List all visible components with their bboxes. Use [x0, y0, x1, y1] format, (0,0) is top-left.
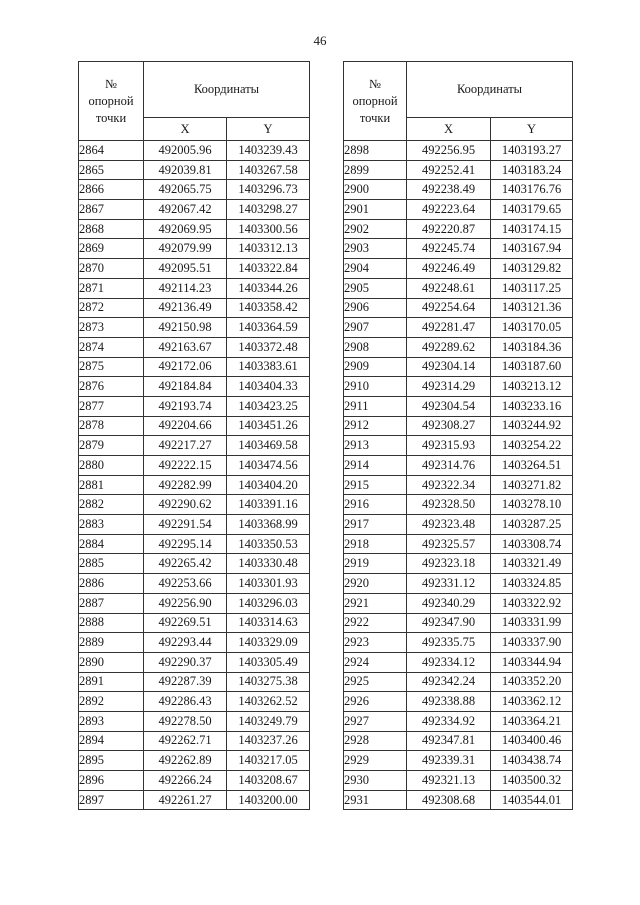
point-number-cell: 2899	[344, 160, 407, 180]
table-row	[79, 692, 310, 712]
coordinates-table-left	[78, 61, 310, 810]
table-row	[344, 790, 573, 810]
x-coordinate-cell: 492262.89	[144, 751, 227, 771]
point-number-cell: 2927	[344, 711, 407, 731]
y-coordinate-cell: 1403298.27	[227, 200, 310, 220]
x-coordinate-cell: 492248.61	[407, 278, 491, 298]
point-number-cell: 2907	[344, 318, 407, 338]
table-row	[344, 613, 573, 633]
coordinates-table-right	[343, 61, 573, 810]
y-coordinate-cell: 1403350.53	[227, 534, 310, 554]
y-coordinate-cell: 1403187.60	[491, 357, 573, 377]
y-coordinate-cell: 1403179.65	[491, 200, 573, 220]
table-row	[344, 652, 573, 672]
table-row	[79, 436, 310, 456]
y-coordinate-cell: 1403296.73	[227, 180, 310, 200]
point-number-cell: 2872	[79, 298, 144, 318]
y-coordinate-cell: 1403372.48	[227, 337, 310, 357]
table-row	[79, 771, 310, 791]
x-coordinate-cell: 492067.42	[144, 200, 227, 220]
x-coordinate-cell: 492342.24	[407, 672, 491, 692]
y-column-header: Y	[491, 118, 573, 141]
x-coordinate-cell: 492335.75	[407, 633, 491, 653]
y-coordinate-cell: 1403117.25	[491, 278, 573, 298]
y-coordinate-cell: 1403213.12	[491, 377, 573, 397]
point-number-cell: 2913	[344, 436, 407, 456]
y-coordinate-cell: 1403183.24	[491, 160, 573, 180]
point-number-cell: 2879	[79, 436, 144, 456]
x-coordinate-cell: 492039.81	[144, 160, 227, 180]
point-number-cell: 2931	[344, 790, 407, 810]
x-coordinate-cell: 492256.90	[144, 593, 227, 613]
point-number-cell: 2902	[344, 219, 407, 239]
table-row	[79, 259, 310, 279]
table-row	[344, 771, 573, 791]
x-coordinate-cell: 492136.49	[144, 298, 227, 318]
point-number-header	[344, 62, 407, 141]
x-coordinate-cell: 492289.62	[407, 337, 491, 357]
y-coordinate-cell: 1403344.94	[491, 652, 573, 672]
x-coordinate-cell: 492222.15	[144, 456, 227, 476]
table-row	[79, 239, 310, 259]
table-row	[344, 593, 573, 613]
y-coordinate-cell: 1403193.27	[491, 141, 573, 161]
y-coordinate-cell: 1403275.38	[227, 672, 310, 692]
table-row	[344, 357, 573, 377]
table-row	[79, 377, 310, 397]
y-coordinate-cell: 1403170.05	[491, 318, 573, 338]
y-coordinate-cell: 1403244.92	[491, 416, 573, 436]
table-row	[79, 160, 310, 180]
y-coordinate-cell: 1403404.33	[227, 377, 310, 397]
x-column-header: X	[144, 118, 227, 141]
y-coordinate-cell: 1403404.20	[227, 475, 310, 495]
point-number-cell: 2915	[344, 475, 407, 495]
point-number-cell: 2867	[79, 200, 144, 220]
point-number-cell: 2892	[79, 692, 144, 712]
number-sign: №	[369, 76, 381, 91]
x-coordinate-cell: 492323.18	[407, 554, 491, 574]
x-coordinate-cell: 492315.93	[407, 436, 491, 456]
x-coordinate-cell: 492262.71	[144, 731, 227, 751]
point-number-cell: 2896	[79, 771, 144, 791]
point-number-cell: 2911	[344, 396, 407, 416]
point-number-cell: 2880	[79, 456, 144, 476]
x-coordinate-cell: 492281.47	[407, 318, 491, 338]
table-row	[79, 456, 310, 476]
x-coordinate-cell: 492282.99	[144, 475, 227, 495]
point-number-cell: 2895	[79, 751, 144, 771]
table-row	[344, 475, 573, 495]
y-coordinate-cell: 1403469.58	[227, 436, 310, 456]
point-number-cell: 2904	[344, 259, 407, 279]
y-coordinate-cell: 1403500.32	[491, 771, 573, 791]
point-number-cell: 2929	[344, 751, 407, 771]
y-coordinate-cell: 1403438.74	[491, 751, 573, 771]
table-row	[79, 652, 310, 672]
table-row	[344, 298, 573, 318]
point-number-cell: 2878	[79, 416, 144, 436]
point-number-cell: 2883	[79, 515, 144, 535]
point-number-cell: 2903	[344, 239, 407, 259]
y-column-header: Y	[227, 118, 310, 141]
point-number-cell: 2865	[79, 160, 144, 180]
point-number-cell: 2901	[344, 200, 407, 220]
table-row	[344, 396, 573, 416]
x-coordinate-cell: 492347.90	[407, 613, 491, 633]
x-coordinate-cell: 492254.64	[407, 298, 491, 318]
y-coordinate-cell: 1403254.22	[491, 436, 573, 456]
table-row	[79, 318, 310, 338]
y-coordinate-cell: 1403217.05	[227, 751, 310, 771]
x-coordinate-cell: 492223.64	[407, 200, 491, 220]
x-coordinate-cell: 492334.12	[407, 652, 491, 672]
x-coordinate-cell: 492323.48	[407, 515, 491, 535]
x-coordinate-cell: 492238.49	[407, 180, 491, 200]
right-table-body	[344, 141, 573, 810]
x-coordinate-cell: 492114.23	[144, 278, 227, 298]
x-coordinate-cell: 492334.92	[407, 711, 491, 731]
table-row	[79, 751, 310, 771]
x-coordinate-cell: 492278.50	[144, 711, 227, 731]
point-number-cell: 2882	[79, 495, 144, 515]
y-coordinate-cell: 1403474.56	[227, 456, 310, 476]
y-coordinate-cell: 1403174.15	[491, 219, 573, 239]
x-coordinate-cell: 492287.39	[144, 672, 227, 692]
x-coordinate-cell: 492286.43	[144, 692, 227, 712]
x-coordinate-cell: 492290.37	[144, 652, 227, 672]
point-number-cell: 2916	[344, 495, 407, 515]
y-coordinate-cell: 1403167.94	[491, 239, 573, 259]
table-row	[79, 141, 310, 161]
point-number-cell: 2928	[344, 731, 407, 751]
table-row	[344, 278, 573, 298]
y-coordinate-cell: 1403200.00	[227, 790, 310, 810]
table-row	[344, 751, 573, 771]
y-coordinate-cell: 1403362.12	[491, 692, 573, 712]
table-row	[79, 731, 310, 751]
point-number-cell: 2866	[79, 180, 144, 200]
table-row	[344, 377, 573, 397]
y-coordinate-cell: 1403312.13	[227, 239, 310, 259]
y-coordinate-cell: 1403322.92	[491, 593, 573, 613]
table-row	[79, 593, 310, 613]
table-row	[344, 633, 573, 653]
point-number-header-line2: опорной	[352, 93, 398, 108]
table-row	[344, 574, 573, 594]
y-coordinate-cell: 1403296.03	[227, 593, 310, 613]
table-row	[344, 239, 573, 259]
point-number-cell: 2889	[79, 633, 144, 653]
y-coordinate-cell: 1403544.01	[491, 790, 573, 810]
point-number-cell: 2870	[79, 259, 144, 279]
point-number-header-line3: точки	[359, 110, 391, 125]
table-row	[79, 337, 310, 357]
x-coordinate-cell: 492339.31	[407, 751, 491, 771]
y-coordinate-cell: 1403301.93	[227, 574, 310, 594]
table-row	[79, 790, 310, 810]
point-number-cell: 2921	[344, 593, 407, 613]
point-number-cell: 2909	[344, 357, 407, 377]
x-coordinate-cell: 492325.57	[407, 534, 491, 554]
table-row	[79, 298, 310, 318]
page-number: 46	[313, 33, 327, 48]
y-coordinate-cell: 1403324.85	[491, 574, 573, 594]
point-number-cell: 2874	[79, 337, 144, 357]
y-coordinate-cell: 1403129.82	[491, 259, 573, 279]
point-number-cell: 2888	[79, 613, 144, 633]
point-number-cell: 2871	[79, 278, 144, 298]
x-coordinate-cell: 492193.74	[144, 396, 227, 416]
x-coordinate-cell: 492293.44	[144, 633, 227, 653]
point-number-cell: 2886	[79, 574, 144, 594]
y-coordinate-cell: 1403358.42	[227, 298, 310, 318]
table-row	[344, 672, 573, 692]
table-row	[344, 219, 573, 239]
y-coordinate-cell: 1403300.56	[227, 219, 310, 239]
x-coordinate-cell: 492204.66	[144, 416, 227, 436]
y-coordinate-cell: 1403308.74	[491, 534, 573, 554]
table-row	[79, 672, 310, 692]
table-row	[344, 731, 573, 751]
y-coordinate-cell: 1403364.59	[227, 318, 310, 338]
x-coordinate-cell: 492314.76	[407, 456, 491, 476]
y-coordinate-cell: 1403344.26	[227, 278, 310, 298]
x-coordinate-cell: 492163.67	[144, 337, 227, 357]
point-number-header	[79, 62, 144, 141]
table-row	[344, 337, 573, 357]
coordinates-header: Координаты	[144, 62, 310, 118]
y-coordinate-cell: 1403237.26	[227, 731, 310, 751]
point-number-cell: 2910	[344, 377, 407, 397]
y-coordinate-cell: 1403330.48	[227, 554, 310, 574]
y-coordinate-cell: 1403329.09	[227, 633, 310, 653]
x-coordinate-cell: 492308.68	[407, 790, 491, 810]
x-coordinate-cell: 492245.74	[407, 239, 491, 259]
table-row	[344, 318, 573, 338]
point-number-cell: 2926	[344, 692, 407, 712]
point-number-header-line3: точки	[95, 110, 127, 125]
point-number-cell: 2898	[344, 141, 407, 161]
y-coordinate-cell: 1403239.43	[227, 141, 310, 161]
y-coordinate-cell: 1403184.36	[491, 337, 573, 357]
table-row	[344, 515, 573, 535]
table-row	[344, 141, 573, 161]
x-coordinate-cell: 492304.14	[407, 357, 491, 377]
x-coordinate-cell: 492340.29	[407, 593, 491, 613]
x-column-header: X	[407, 118, 491, 141]
x-coordinate-cell: 492266.24	[144, 771, 227, 791]
y-coordinate-cell: 1403391.16	[227, 495, 310, 515]
x-coordinate-cell: 492069.95	[144, 219, 227, 239]
x-coordinate-cell: 492252.41	[407, 160, 491, 180]
y-coordinate-cell: 1403451.26	[227, 416, 310, 436]
y-coordinate-cell: 1403121.36	[491, 298, 573, 318]
left-table-body	[79, 141, 310, 810]
x-coordinate-cell: 492217.27	[144, 436, 227, 456]
point-number-cell: 2930	[344, 771, 407, 791]
x-coordinate-cell: 492269.51	[144, 613, 227, 633]
table-row	[79, 534, 310, 554]
y-coordinate-cell: 1403267.58	[227, 160, 310, 180]
y-coordinate-cell: 1403368.99	[227, 515, 310, 535]
point-number-cell: 2897	[79, 790, 144, 810]
y-coordinate-cell: 1403383.61	[227, 357, 310, 377]
point-number-cell: 2876	[79, 377, 144, 397]
point-number-cell: 2920	[344, 574, 407, 594]
table-row	[79, 475, 310, 495]
x-coordinate-cell: 492172.06	[144, 357, 227, 377]
table-row	[79, 574, 310, 594]
x-coordinate-cell: 492290.62	[144, 495, 227, 515]
point-number-cell: 2923	[344, 633, 407, 653]
point-number-cell: 2905	[344, 278, 407, 298]
point-number-cell: 2917	[344, 515, 407, 535]
y-coordinate-cell: 1403331.99	[491, 613, 573, 633]
table-row	[79, 278, 310, 298]
point-number-cell: 2908	[344, 337, 407, 357]
y-coordinate-cell: 1403271.82	[491, 475, 573, 495]
table-row	[79, 554, 310, 574]
x-coordinate-cell: 492150.98	[144, 318, 227, 338]
table-row	[79, 180, 310, 200]
table-row	[344, 495, 573, 515]
table-row	[344, 692, 573, 712]
y-coordinate-cell: 1403400.46	[491, 731, 573, 751]
table-row	[344, 416, 573, 436]
x-coordinate-cell: 492328.50	[407, 495, 491, 515]
table-row	[344, 711, 573, 731]
point-number-cell: 2890	[79, 652, 144, 672]
x-coordinate-cell: 492184.84	[144, 377, 227, 397]
y-coordinate-cell: 1403233.16	[491, 396, 573, 416]
point-number-cell: 2919	[344, 554, 407, 574]
point-number-cell: 2914	[344, 456, 407, 476]
y-coordinate-cell: 1403322.84	[227, 259, 310, 279]
point-number-cell: 2918	[344, 534, 407, 554]
point-number-cell: 2924	[344, 652, 407, 672]
point-number-cell: 2912	[344, 416, 407, 436]
x-coordinate-cell: 492304.54	[407, 396, 491, 416]
x-coordinate-cell: 492005.96	[144, 141, 227, 161]
x-coordinate-cell: 492295.14	[144, 534, 227, 554]
y-coordinate-cell: 1403321.49	[491, 554, 573, 574]
point-number-cell: 2887	[79, 593, 144, 613]
table-row	[79, 357, 310, 377]
point-number-cell: 2891	[79, 672, 144, 692]
point-number-cell: 2877	[79, 396, 144, 416]
point-number-cell: 2925	[344, 672, 407, 692]
x-coordinate-cell: 492253.66	[144, 574, 227, 594]
point-number-cell: 2922	[344, 613, 407, 633]
x-coordinate-cell: 492322.34	[407, 475, 491, 495]
point-number-cell: 2894	[79, 731, 144, 751]
table-row	[79, 219, 310, 239]
y-coordinate-cell: 1403305.49	[227, 652, 310, 672]
x-coordinate-cell: 492261.27	[144, 790, 227, 810]
x-coordinate-cell: 492331.12	[407, 574, 491, 594]
point-number-cell: 2885	[79, 554, 144, 574]
x-coordinate-cell: 492347.81	[407, 731, 491, 751]
table-row	[344, 534, 573, 554]
y-coordinate-cell: 1403314.63	[227, 613, 310, 633]
y-coordinate-cell: 1403287.25	[491, 515, 573, 535]
point-number-cell: 2900	[344, 180, 407, 200]
x-coordinate-cell: 492256.95	[407, 141, 491, 161]
x-coordinate-cell: 492308.27	[407, 416, 491, 436]
table-row	[344, 456, 573, 476]
point-number-cell: 2864	[79, 141, 144, 161]
point-number-header-line2: опорной	[88, 93, 134, 108]
table-row	[344, 180, 573, 200]
table-row	[79, 711, 310, 731]
y-coordinate-cell: 1403337.90	[491, 633, 573, 653]
table-row	[79, 495, 310, 515]
x-coordinate-cell: 492246.49	[407, 259, 491, 279]
coordinates-header: Координаты	[407, 62, 573, 118]
table-row	[79, 396, 310, 416]
y-coordinate-cell: 1403352.20	[491, 672, 573, 692]
table-row	[79, 633, 310, 653]
y-coordinate-cell: 1403208.67	[227, 771, 310, 791]
x-coordinate-cell: 492079.99	[144, 239, 227, 259]
point-number-cell: 2873	[79, 318, 144, 338]
x-coordinate-cell: 492291.54	[144, 515, 227, 535]
table-row	[79, 515, 310, 535]
x-coordinate-cell: 492338.88	[407, 692, 491, 712]
y-coordinate-cell: 1403364.21	[491, 711, 573, 731]
y-coordinate-cell: 1403264.51	[491, 456, 573, 476]
table-row	[344, 160, 573, 180]
number-sign: №	[105, 76, 117, 91]
table-row	[79, 613, 310, 633]
x-coordinate-cell: 492314.29	[407, 377, 491, 397]
table-row	[344, 259, 573, 279]
y-coordinate-cell: 1403262.52	[227, 692, 310, 712]
table-row	[344, 554, 573, 574]
y-coordinate-cell: 1403278.10	[491, 495, 573, 515]
y-coordinate-cell: 1403176.76	[491, 180, 573, 200]
x-coordinate-cell: 492265.42	[144, 554, 227, 574]
point-number-cell: 2875	[79, 357, 144, 377]
x-coordinate-cell: 492321.13	[407, 771, 491, 791]
y-coordinate-cell: 1403423.25	[227, 396, 310, 416]
point-number-cell: 2869	[79, 239, 144, 259]
point-number-cell: 2868	[79, 219, 144, 239]
y-coordinate-cell: 1403249.79	[227, 711, 310, 731]
table-row	[79, 416, 310, 436]
table-row	[344, 200, 573, 220]
point-number-cell: 2893	[79, 711, 144, 731]
point-number-cell: 2884	[79, 534, 144, 554]
table-row	[79, 200, 310, 220]
x-coordinate-cell: 492065.75	[144, 180, 227, 200]
x-coordinate-cell: 492220.87	[407, 219, 491, 239]
point-number-cell: 2906	[344, 298, 407, 318]
table-row	[344, 436, 573, 456]
x-coordinate-cell: 492095.51	[144, 259, 227, 279]
point-number-cell: 2881	[79, 475, 144, 495]
